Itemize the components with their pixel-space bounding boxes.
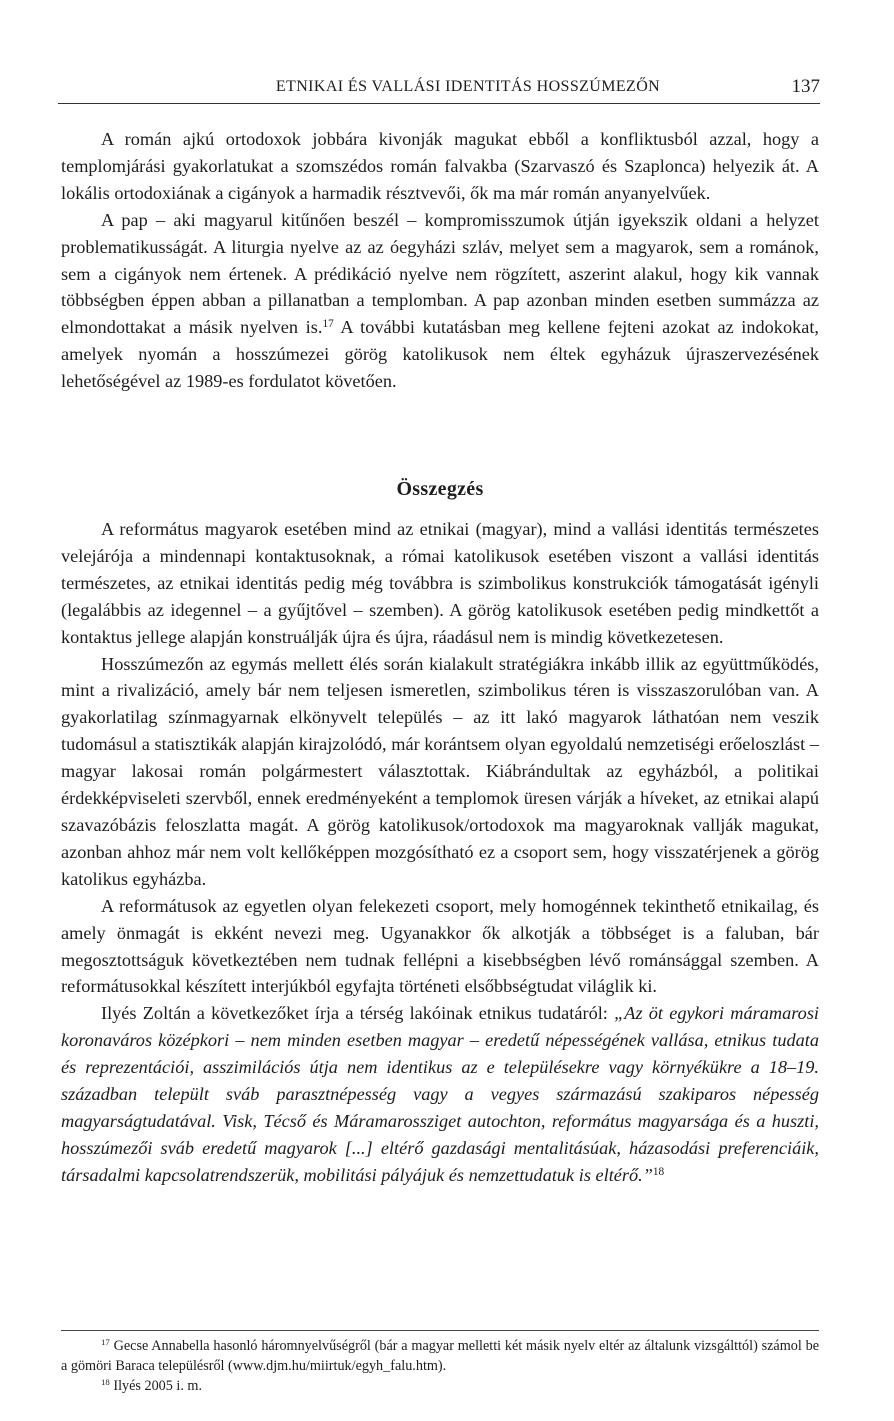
header-rule xyxy=(58,103,820,104)
body-text-bottom xyxy=(61,516,819,1189)
section-heading: Összegzés xyxy=(396,478,484,500)
block-quote: „Az öt egykori máramarosi koronaváros középkori – nem minden esetben magyar – eredetű népességének vallása, etnikus tudata és reprezentációi, asszimilációs útja nem identikus az e településekre vagy környékükre a 18–19. században települt sváb parasztnépesség vagy a vegyes származású szakiparos népesség magyarságtudatával. Visk, Técső és Máramarossziget autochton, református magyarsága és a huszti, hosszúmezői sváb eredetű magyarok [...] eltérő gazdasági mentalitásúak, házasodási preferenciáik, társadalmi kapcsolatrendszerük, mobilitási pályájuk és nemzettudatuk is eltérő.” xyxy=(61,1003,820,1185)
footnote-text: Gecse Annabella hasonló háromnyelvűségről (bár a magyar melletti két másik nyelv eltér az általunk vizsgálttól) számol be a gömöri Baraca településről (www.djm.hu/miirtuk/egyh_falu.htm). xyxy=(61,1338,819,1374)
footnote-ref-18: 18 xyxy=(652,1165,665,1178)
footnote-rule xyxy=(61,1330,819,1331)
paragraph-2 xyxy=(61,207,819,395)
body-text-top xyxy=(61,126,819,395)
paragraph-6-intro: Ilyés Zoltán a következőket írja a térség lakóinak etnikus tudatáról: xyxy=(101,1003,615,1024)
page-number: 137 xyxy=(791,76,820,97)
footnote-ref-17: 17 xyxy=(322,318,334,331)
paragraph-6 xyxy=(61,1000,819,1188)
paragraph-4: Hosszúmezőn az egymás mellett élés során kialakult stratégiákra inkább illik az együttműködés, mint a rivalizáció, amely bár nem teljesen ismeretlen, szimbolikus téren is visszaszorulóban van. A gyakorlatilag színmagyarnak elkönyvelt település – az itt lakó magyarok láthatóan nem veszik tudomásul a statisztikák alapján kirajzolódó, már korántsem olyan egyoldalú nemzetiségi erőeloszlást – magyar lakosai román polgármestert választottak. Kiábrándultak az egyházból, a politikai érdekképviseleti szervből, ennek eredményeként a templomok üresen várják a híveket, az etnikai alapú szavazóbázis feloszlatta magát. A görög katolikusok/ortodoxok ma magyaroknak vallják magukat, azonban ahhoz már nem volt kellőképpen mozgósítható ez a csoport sem, hogy visszatérjenek a görög katolikus egyházba. xyxy=(61,653,819,889)
paragraph-5: A reformátusok az egyetlen olyan felekezeti csoport, mely homogénnek tekinthető etnikailag, és amely önmagát is ekként nevezi meg. Ugyanakkor ők alkotják a többséget is a faluban, bár megosztottságuk következtében nem tudnak fellépni a kisebbségben lévő románsággal szemben. A reformátusokkal készített interjúkból egyfajta történeti elsőbbségtudat világlik ki. xyxy=(61,895,819,997)
footnotes xyxy=(61,1336,819,1396)
paragraph-2-text: A pap – aki magyarul kitűnően beszél – kompromisszumok útján igyekszik oldani a helyzet problematikusságát. A liturgia nyelve az az óegyházi szláv, melyet sem a magyarok, sem a románok, sem a cigányok nem értenek. A prédikáció nyelve nem rögzített, aszerint alakul, hogy kik vannak többségben éppen abban a pillanatban a templomban. A pap azonban minden esetben summázza az elmondottakat a másik nyelven is. xyxy=(61,209,819,338)
paragraph-1: A román ajkú ortodoxok jobbára kivonják magukat ebből a konfliktusból azzal, hogy a templomjárási gyakorlatukat a szomszédos román falvakba (Szarvaszó és Szaplonca) helyezik át. A lokális ortodoxiának a cigányok a harmadik résztvevői, ők ma már román anyanyelvűek. xyxy=(61,129,819,203)
running-header xyxy=(58,76,820,104)
footnote-text: Ilyés 2005 i. m. xyxy=(109,1378,203,1394)
paragraph-3: A református magyarok esetében mind az etnikai (magyar), mind a vallási identitás természetes velejárója a mindennapi kontaktusoknak, a római katolikusok esetében viszont a vallási identitás természetes, az etnikai identitás pedig még továbbra is szimbolikus konstrukciók támogatását igényli (legalábbis az idegennel – a gyűjtővel – szemben). A görög katolikusok esetében pedig mindkettőt a kontaktus jellege alapján konstruálják újra és újra, ráadásul nem is mindig következetesen. xyxy=(61,519,819,647)
footnote-18 xyxy=(61,1376,819,1396)
footnote-number: 18 xyxy=(101,1377,110,1388)
footnote-number: 17 xyxy=(101,1337,110,1348)
footnote-17 xyxy=(61,1336,819,1376)
paragraph-2-text-cont: A további kutatásban meg kellene fejteni azokat az indokokat, amelyek nyomán a hosszúmezei görög katolikusok nem éltek egyházuk újraszervezésének lehetőségével az 1989-es fordulatot követően. xyxy=(61,317,819,392)
running-title: ETNIKAI ÉS VALLÁSI IDENTITÁS HOSSZÚMEZŐN xyxy=(275,78,661,95)
